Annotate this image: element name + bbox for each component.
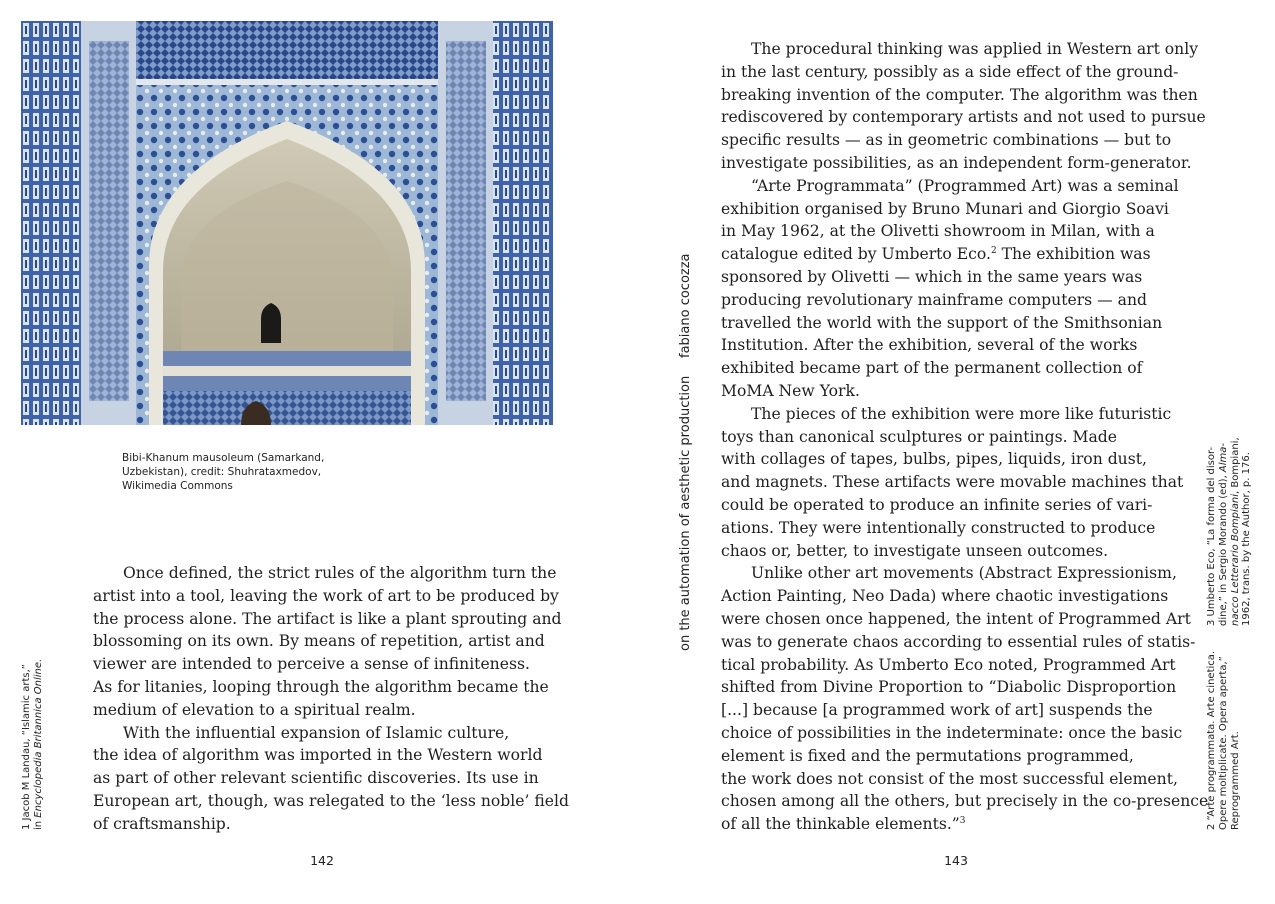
body-line: Action Painting, Neo Dada) where chaotic investigations [721, 587, 1169, 606]
body-line: chaos or, better, to investigate unseen outcomes. [721, 541, 1109, 560]
body-line [721, 243, 1191, 266]
footnote-italic: nacco Letterario Bompiani [1229, 494, 1241, 626]
running-head-author: fabiano cocozza [678, 253, 693, 358]
footnote-text: in [32, 817, 44, 830]
photo-caption [122, 451, 362, 493]
footnote-mark-3: 3 [959, 815, 966, 826]
body-line: choice of possibilities in the indeterminate: once the basic [721, 723, 1183, 742]
caption-line: Bibi-Khanum mausoleum (Samarkand, [122, 452, 325, 464]
body-line: were chosen once happened, the intent of Programmed Art [721, 609, 1191, 628]
body-line: investigate possibilities, as an independent form-generator. [721, 153, 1192, 172]
footnote-3 [1206, 437, 1253, 626]
mausoleum-photo [21, 21, 553, 425]
footnote-line: 3 Umberto Eco, “La forma del disor- [1206, 446, 1217, 626]
body-line: exhibition organised by Bruno Munari and Giorgio Soavi [721, 199, 1169, 218]
body-line: element is fixed and the permutations programmed, [721, 746, 1134, 765]
body-line: of craftsmanship. [93, 814, 231, 833]
body-line [721, 813, 1191, 836]
body-line: the process alone. The artifact is like a plant sprouting and [93, 609, 562, 628]
body-line: rediscovered by contemporary artists and not used to pursue [721, 108, 1206, 127]
right-body-text [721, 38, 1209, 836]
left-body-text [93, 562, 569, 836]
footnote-line [33, 659, 45, 830]
body-line: tical probability. As Umberto Eco noted, Programmed Art [721, 655, 1176, 674]
footnote-line: Reprogrammed Art. [1229, 731, 1241, 830]
body-line: viewer are intended to perceive a sense of infiniteness. [93, 655, 530, 674]
body-line: exhibited became part of the permanent collection of [721, 359, 1143, 378]
footnote-line: 2 “Arte programmata. Arte cinetica. [1206, 650, 1217, 830]
body-text: The exhibition was [1001, 245, 1151, 264]
caption-line: Wikimedia Commons [122, 480, 233, 492]
footnote-line [1230, 437, 1242, 626]
body-line: As for litanies, looping through the algorithm became the [93, 677, 549, 696]
body-line: the idea of algorithm was imported in the Western world [93, 746, 543, 765]
body-line: was to generate chaos according to essential rules of statis- [721, 632, 1196, 651]
footnote-text: dine,” in Sergio Morando (ed), [1217, 472, 1229, 626]
body-line: with collages of tapes, bulbs, pipes, liquids, iron dust, [721, 450, 1147, 469]
body-line: as part of other relevant scientific discoveries. Its use in [93, 769, 539, 788]
body-line: The procedural thinking was applied in Western art only [751, 40, 1199, 58]
footnote-line: 1962, trans. by the Author, p. 176. [1241, 452, 1253, 626]
footnote-line: 1 Jacob M Landau, “Islamic arts,” [21, 664, 32, 830]
footnote-line: Opere moltiplicate. Opera aperta,” [1217, 656, 1229, 830]
body-text: catalogue edited by Umberto Eco. [721, 245, 991, 264]
body-line: travelled the world with the support of the Smithsonian [721, 313, 1163, 332]
body-line: breaking invention of the computer. The algorithm was then [721, 85, 1198, 104]
footnote-2 [1206, 651, 1241, 830]
running-head-title: on the automation of aesthetic production [678, 375, 693, 651]
body-line: ations. They were intentionally constructed to produce [721, 518, 1156, 537]
footnote-mark-2: 2 [990, 245, 997, 256]
body-line: Unlike other art movements (Abstract Expressionism, [751, 564, 1177, 583]
footnote-italic: Alma- [1217, 442, 1229, 473]
body-line: and magnets. These artifacts were movable machines that [721, 473, 1184, 492]
footnote-1 [21, 659, 45, 830]
body-line: specific results — as in geometric combinations — but to [721, 131, 1172, 150]
body-line: “Arte Programmata” (Programmed Art) was a seminal [751, 176, 1179, 195]
body-line: The pieces of the exhibition were more like futuristic [751, 404, 1172, 423]
body-line: With the influential expansion of Islamic culture, [123, 723, 510, 742]
body-line: medium of elevation to a spiritual realm. [93, 700, 416, 719]
footnote-text: , Bompiani, [1229, 437, 1241, 494]
body-line: producing revolutionary mainframe computers — and [721, 290, 1147, 309]
body-line: toys than canonical sculptures or paintings. Made [721, 427, 1117, 446]
body-line: shifted from Divine Proportion to “Diabolic Disproportion [721, 678, 1177, 697]
body-line: MoMA New York. [721, 381, 860, 400]
body-line: sponsored by Olivetti — which in the same years was [721, 267, 1143, 286]
page-number-right: 143 [944, 853, 968, 868]
body-line: the work does not consist of the most successful element, [721, 769, 1178, 788]
body-line: chosen among all the others, but precisely in the co-presence [721, 792, 1209, 811]
left-page [0, 0, 637, 904]
footnote-italic: Encyclopedia Britannica Online. [32, 658, 44, 818]
body-line: [...] because [a programmed work of art] suspends the [721, 701, 1153, 720]
body-line: artist into a tool, leaving the work of art to be produced by [93, 586, 559, 605]
body-line: in May 1962, at the Olivetti showroom in Milan, with a [721, 222, 1155, 241]
caption-line: Uzbekistan), credit: Shuhrataxmedov, [122, 466, 322, 478]
body-line: in the last century, possibly as a side effect of the ground- [721, 62, 1179, 81]
body-line: Institution. After the exhibition, several of the works [721, 336, 1138, 355]
body-line: could be operated to produce an infinite series of vari- [721, 495, 1153, 514]
body-line: European art, though, was relegated to the ‘less noble’ field [93, 791, 569, 810]
footnote-line [1218, 437, 1230, 626]
body-text: of all the thinkable elements.” [721, 815, 960, 834]
body-line: blossoming on its own. By means of repetition, artist and [93, 632, 545, 651]
body-line: Once defined, the strict rules of the algorithm turn the [123, 564, 557, 582]
page-number-left: 142 [310, 853, 334, 868]
